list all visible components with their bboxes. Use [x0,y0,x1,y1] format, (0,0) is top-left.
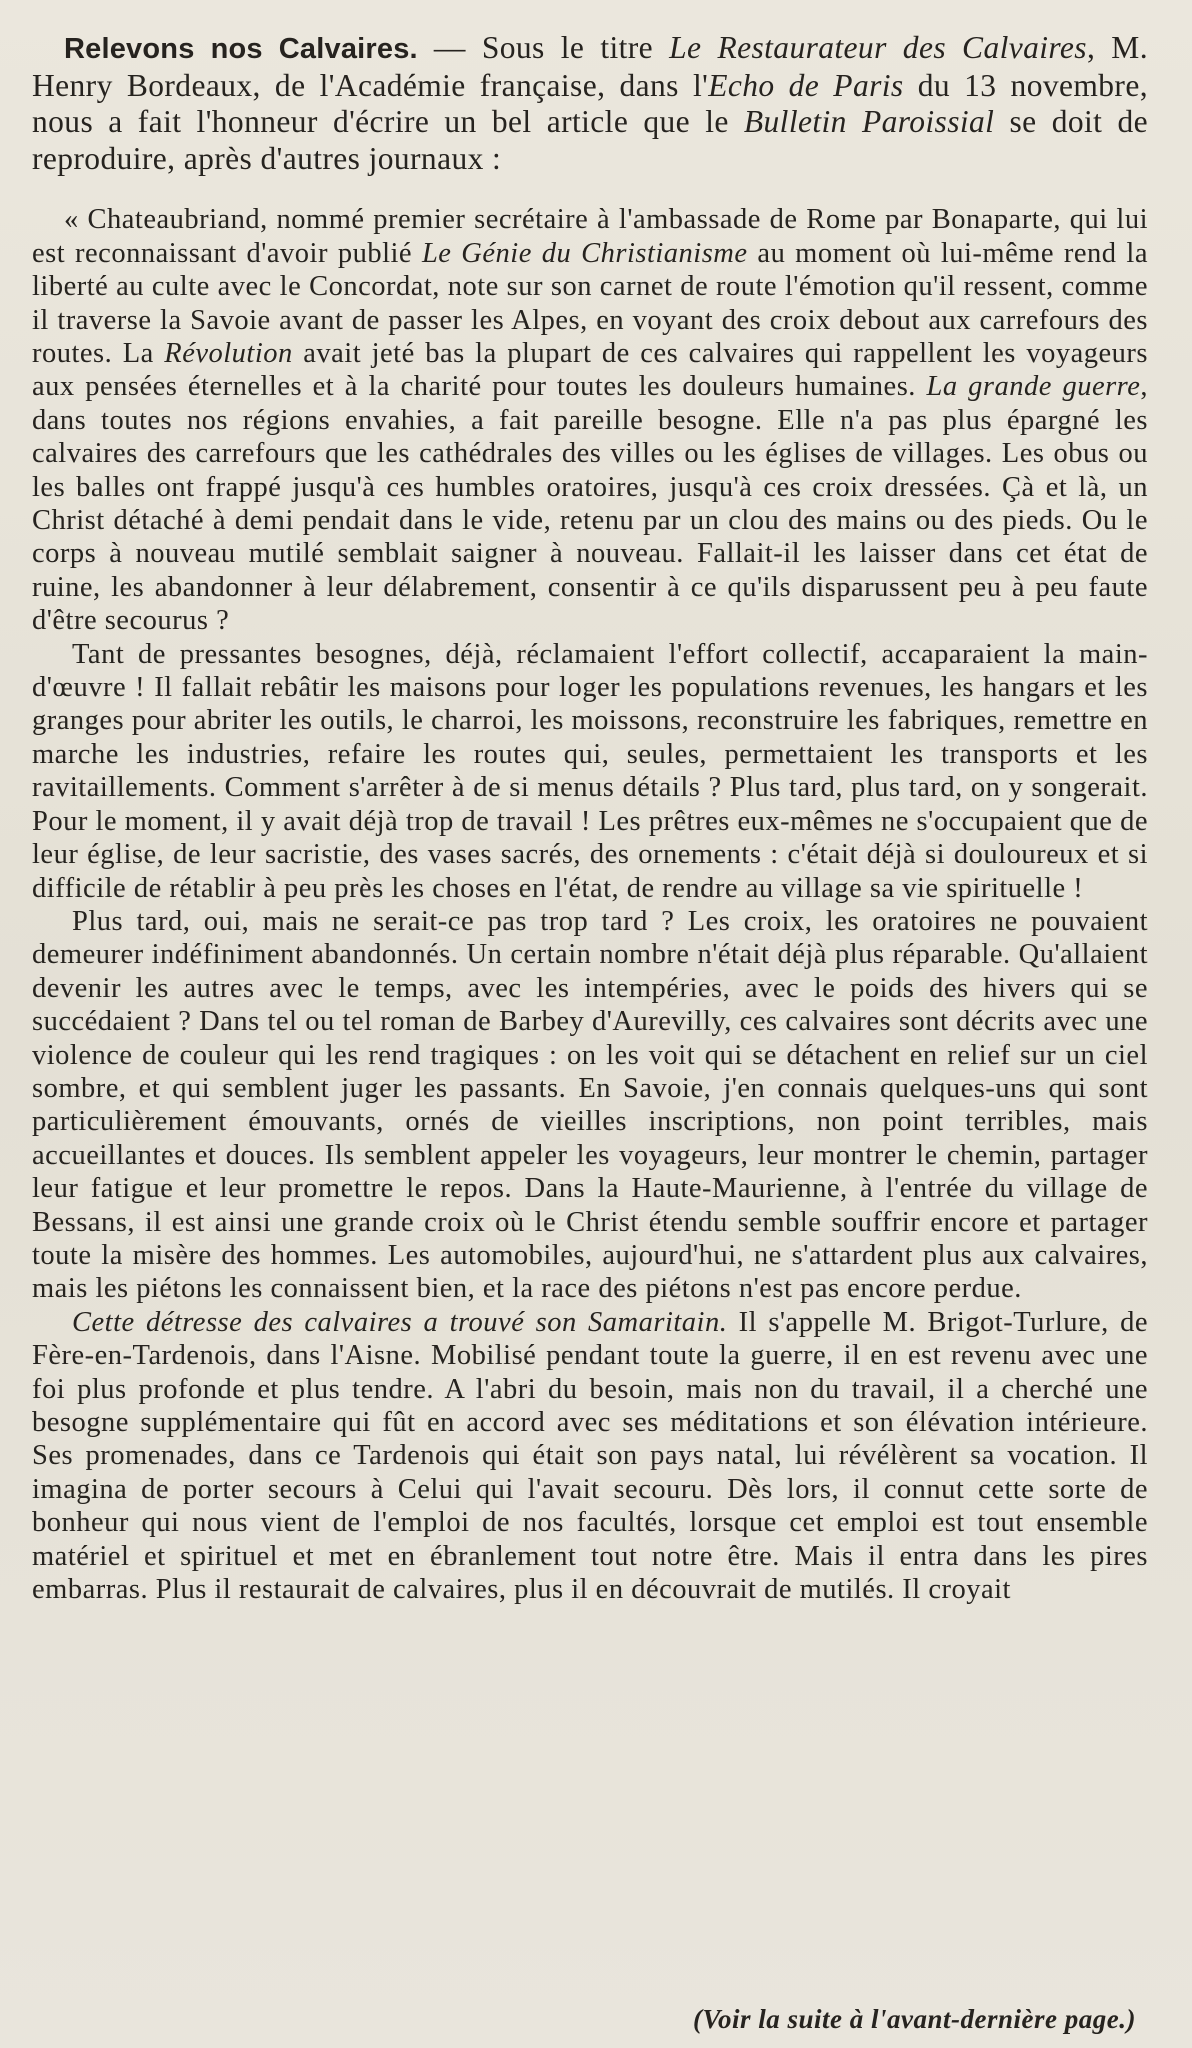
article-column [32,30,1148,1606]
body-paragraph-2: Tant de pressantes besognes, déjà, réclamaient l'effort collectif, accaparaient la main-d'œuvre ! Il fallait rebâtir les maisons pour loger les populations revenues, les hangars et les granges pour abriter les outils, le charroi, les moissons, reconstruire les fabriques, remettre en marche les industries, refaire les routes qui, seules, permettaient les transports et les ravitaillements. Comment s'arrêter à de si menus détails ? Plus tard, plus tard, on y songerait. Pour le moment, il y avait déjà trop de travail ! Les prêtres eux-mêmes ne s'occupaient que de leur église, de leur sacristie, des vases sacrés, des ornements : c'était déjà si douloureux et si difficile de rétablir à peu près les choses en l'état, de rendre au village sa vie spirituelle ! [32,638,1148,904]
continuation-note: (Voir la suite à l'avant-dernière page.) [693,2004,1136,2034]
body-paragraph-1: « Chateaubriand, nommé premier secrétaire à l'ambassade de Rome par Bonaparte, qui lui est reconnaissant d'avoir publié Le Génie du Christianisme au moment où lui-même rend la liberté au culte avec le Concordat, note sur son carnet de route l'émotion qu'il ressent, comme il traverse la Savoie avant de passer les Alpes, en voyant des croix debout aux carrefours des routes. La Révolution avait jeté bas la plupart de ces calvaires qui rappellent les voyageurs aux pensées éternelles et à la charité pour toutes les douleurs humaines. La grande guerre, dans toutes nos régions envahies, a fait pareille besogne. Elle n'a pas plus épargné les calvaires des carrefours que les cathédrales des villes ou les églises de villages. Les obus ou les balles ont frappé jusqu'à ces humbles oratoires, jusqu'à ces croix dressées. Çà et là, un Christ détaché à demi pendait dans le vide, retenu par un clou des mains ou des pieds. Ou le corps à nouveau mutilé semblait saigner à nouveau. Fallait-il les laisser dans cet état de ruine, les abandonner à leur délabrement, consentir à ce qu'ils disparussent peu à peu faute d'être secourus ? [32,204,1148,637]
body-paragraph-4: Cette détresse des calvaires a trouvé son Samaritain. Il s'appelle M. Brigot-Turlure, de Fère-en-Tardenois, dans l'Aisne. Mobilisé pendant toute la guerre, il en est revenu avec une foi plus profonde et plus tendre. A l'abri du besoin, mais non du travail, il a cherché une besogne supplémentaire qui fût en accord avec ses méditations et son élévation intérieure. Ses promenades, dans ce Tardenois qui était son pays natal, lui révélèrent sa vocation. Il imagina de porter secours à Celui qui l'avait secouru. Dès lors, il connut cette sorte de bonheur qui nous vient de l'emploi de nos facultés, lorsque cet emploi est tout ensemble matériel et spirituel et met en ébranlement tout notre être. Mais il entra dans les pires embarras. Plus il restaurait de calvaires, plus il en découvrait de mutilés. Il croyait [32,1306,1148,1606]
article-intro: Relevons nos Calvaires. — Sous le titre Le Restaurateur des Calvaires, M. Henry Bordeaux, de l'Académie française, dans l'Echo de Paris du 13 novembre, nous a fait l'honneur d'écrire un bel article que le Bulletin Paroissial se doit de reproduire, après d'autres journaux : [32,30,1148,176]
article-heading: Relevons nos Calvaires. [64,33,418,65]
body-paragraph-3: Plus tard, oui, mais ne serait-ce pas trop tard ? Les croix, les oratoires ne pouvaient demeurer indéfiniment abandonnés. Un certain nombre n'était déjà plus réparable. Qu'allaient devenir les autres avec le temps, avec les intempéries, avec le poids des hivers qui se succédaient ? Dans tel ou tel roman de Barbey d'Aurevilly, ces calvaires sont décrits avec une violence de couleur qui les rend tragiques : on les voit qui se détachent en relief sur un ciel sombre, et qui semblent juger les passants. En Savoie, j'en connais quelques-uns qui sont particulièrement émouvants, ornés de vieilles inscriptions, non point terribles, mais accueillantes et douces. Ils semblent appeler les voyageurs, leur montrer le chemin, partager leur fatigue et leur promettre le repos. Dans la Haute-Maurienne, à l'entrée du village de Bessans, il est ainsi une grande croix où le Christ étendu semble souffrir encore et partager toute la misère des hommes. Les automobiles, aujourd'hui, ne s'attardent plus aux calvaires, mais les piétons les connaissent bien, et la race des piétons n'est pas encore perdue. [32,905,1148,1305]
quoted-article-body [32,203,1148,1606]
